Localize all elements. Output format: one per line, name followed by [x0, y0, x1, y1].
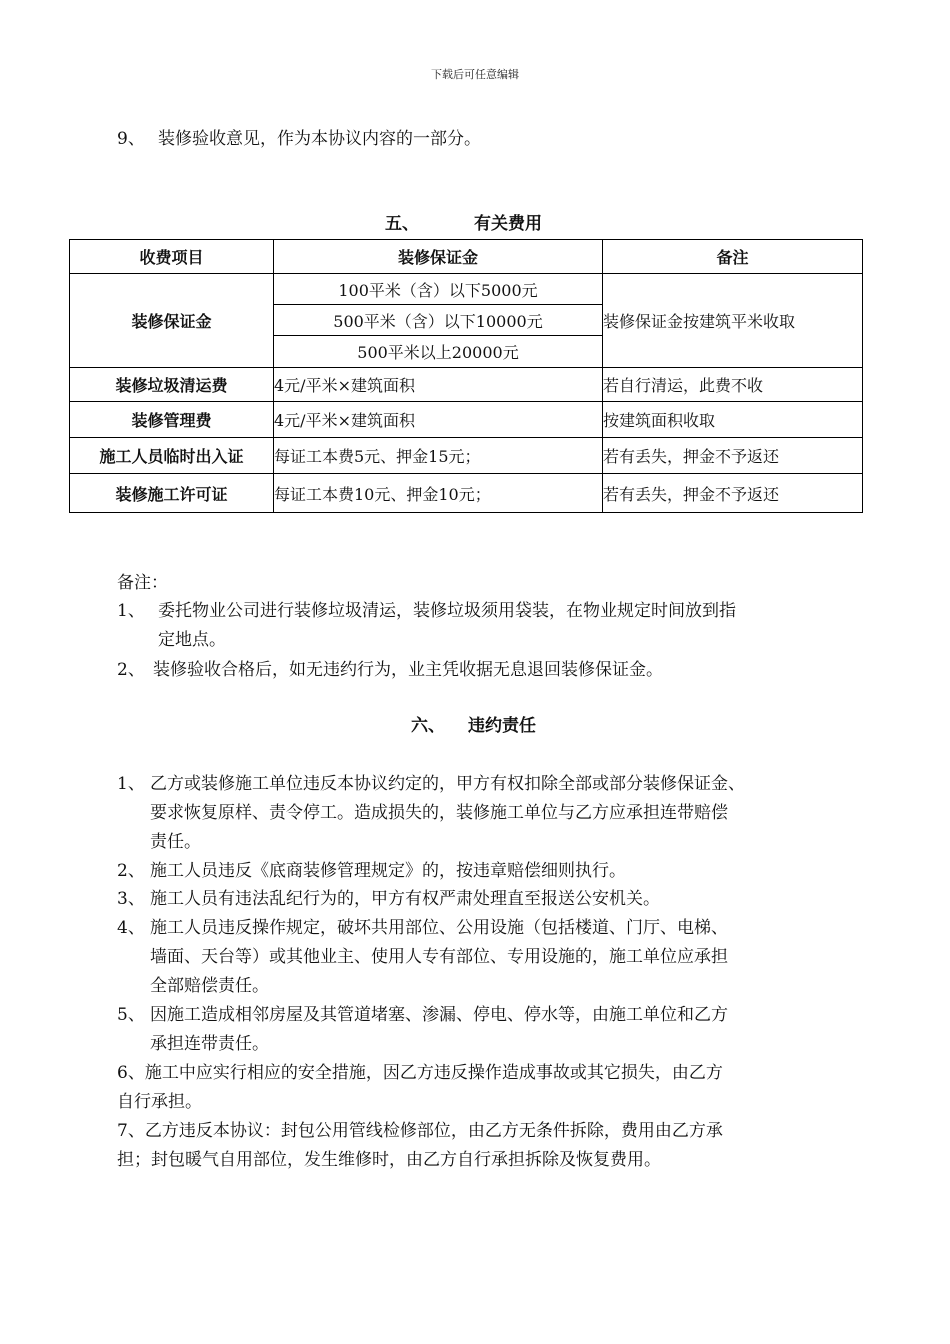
fee-item-amount: 每证工本费10元、押金10元； [274, 474, 603, 513]
fee-item-note: 若有丢失，押金不予返还 [603, 474, 863, 513]
liability-4-line-2: 墙面、天台等）或其他业主、使用人专有部位、专用设施的，施工单位应承担 [150, 947, 728, 967]
liability-7-line-2: 担；封包暖气自用部位，发生维修时，由乙方自行承担拆除及恢复费用。 [117, 1150, 661, 1170]
liability-1-line-1: 乙方或装修施工单位违反本协议约定的，甲方有权扣除全部或部分装修保证金、 [150, 774, 745, 794]
liability-1-number: 1、 [117, 774, 145, 794]
remark-2-line-1: 装修验收合格后，如无违约行为，业主凭收据无息退回装修保证金。 [153, 660, 663, 680]
header-deposit: 装修保证金 [274, 240, 603, 274]
liability-4-number: 4、 [117, 918, 145, 938]
liability-5-number: 5、 [117, 1005, 145, 1025]
table-row [70, 274, 863, 305]
section-5-number: 五、 [385, 214, 419, 234]
table-row [70, 368, 863, 402]
remark-1-line-2: 定地点。 [158, 630, 226, 650]
table-row [70, 438, 863, 474]
fee-item-label: 装修施工许可证 [70, 474, 274, 513]
liability-4-line-1: 施工人员违反操作规定，破坏共用部位、公用设施（包括楼道、门厅、电梯、 [150, 918, 728, 938]
deposit-note: 装修保证金按建筑平米收取 [603, 274, 863, 368]
section-5-title: 有关费用 [474, 214, 542, 234]
liability-6-line-2: 自行承担。 [117, 1092, 202, 1112]
fee-item-amount: 4元/平米×建筑面积 [274, 402, 603, 438]
item-9-number: 9、 [117, 129, 145, 149]
liability-2-line-1: 施工人员违反《底商装修管理规定》的，按违章赔偿细则执行。 [150, 861, 626, 881]
section-6-title: 违约责任 [468, 716, 536, 736]
section-6-number: 六、 [411, 716, 445, 736]
liability-5-line-1: 因施工造成相邻房屋及其管道堵塞、渗漏、停电、停水等，由施工单位和乙方 [150, 1005, 728, 1025]
table-row [70, 474, 863, 513]
liability-1-line-3: 责任。 [150, 832, 201, 852]
table-row [70, 402, 863, 438]
fee-item-amount: 4元/平米×建筑面积 [274, 368, 603, 402]
fee-item-label: 装修管理费 [70, 402, 274, 438]
liability-6-line-1: 6、施工中应实行相应的安全措施，因乙方违反操作造成事故或其它损失，由乙方 [117, 1063, 723, 1083]
liability-5-line-2: 承担连带责任。 [150, 1034, 269, 1054]
header-remarks: 备注 [603, 240, 863, 274]
fee-table-header-row [70, 240, 863, 274]
liability-3-number: 3、 [117, 889, 145, 909]
liability-1-line-2: 要求恢复原样、责令停工。造成损失的，装修施工单位与乙方应承担连带赔偿 [150, 803, 728, 823]
fee-item-label: 施工人员临时出入证 [70, 438, 274, 474]
deposit-label: 装修保证金 [70, 274, 274, 368]
page-header: 下载后可任意编辑 [431, 68, 519, 81]
liability-2-number: 2、 [117, 861, 145, 881]
fee-item-amount: 每证工本费5元、押金15元； [274, 438, 603, 474]
liability-4-line-3: 全部赔偿责任。 [150, 976, 269, 996]
liability-7-line-1: 7、乙方违反本协议：封包公用管线检修部位，由乙方无条件拆除，费用由乙方承 [117, 1121, 723, 1141]
remark-1-number: 1、 [117, 601, 145, 621]
item-9-text: 装修验收意见，作为本协议内容的一部分。 [158, 129, 481, 149]
fee-item-note: 若有丢失，押金不予返还 [603, 438, 863, 474]
deposit-tier: 500平米（含）以下10000元 [274, 305, 603, 336]
liability-3-line-1: 施工人员有违法乱纪行为的，甲方有权严肃处理直至报送公安机关。 [150, 889, 660, 909]
fee-table [69, 239, 863, 513]
header-fee-item: 收费项目 [70, 240, 274, 274]
deposit-tier: 500平米以上20000元 [274, 336, 603, 368]
remark-2-number: 2、 [117, 660, 145, 680]
fee-item-label: 装修垃圾清运费 [70, 368, 274, 402]
deposit-tier: 100平米（含）以下5000元 [274, 274, 603, 305]
fee-item-note: 若自行清运，此费不收 [603, 368, 863, 402]
remark-1-line-1: 委托物业公司进行装修垃圾清运，装修垃圾须用袋装，在物业规定时间放到指 [158, 601, 736, 621]
fee-item-note: 按建筑面积收取 [603, 402, 863, 438]
remarks-title: 备注： [117, 573, 168, 593]
